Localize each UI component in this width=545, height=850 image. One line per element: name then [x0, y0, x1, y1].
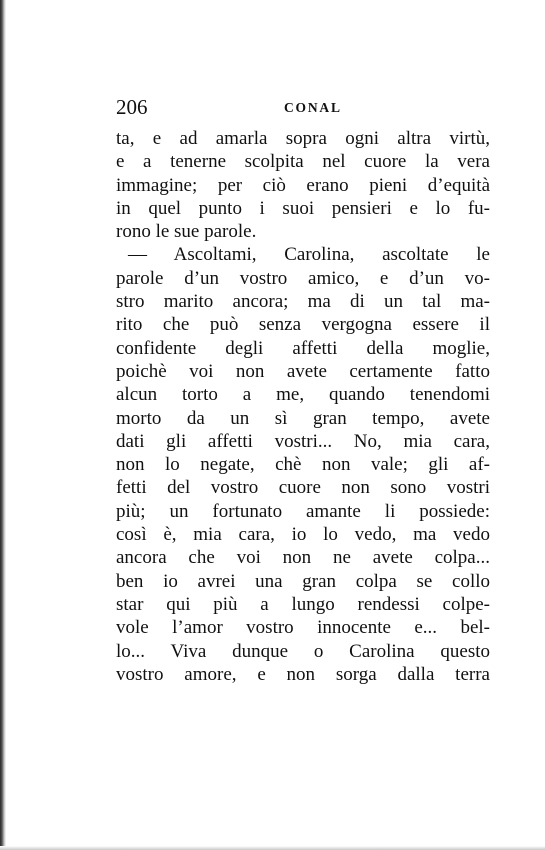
page-number: 206: [116, 95, 148, 119]
page-header: [116, 95, 488, 119]
page-binding-edge: [0, 0, 6, 850]
text-line: dati gli affetti vostri... No, mia cara,: [116, 430, 490, 452]
text-line: immagine; per ciò erano pieni d’equità: [116, 174, 490, 196]
text-line: lo... Viva dunque o Carolina questo: [116, 640, 490, 662]
text-line: più; un fortunato amante li possiede:: [116, 500, 490, 522]
text-line: fetti del vostro cuore non sono vostri: [116, 477, 490, 499]
paragraph-start-line: — Ascoltami, Carolina, ascoltate le: [128, 244, 490, 266]
text-line: poichè voi non avete certamente fatto: [116, 360, 490, 382]
text-line: confidente degli affetti della moglie,: [116, 337, 490, 359]
text-line: vostro amore, e non sorga dalla terra: [116, 663, 490, 685]
text-line: e a tenerne scolpita nel cuore la vera: [116, 151, 490, 173]
text-line: così è, mia cara, io lo vedo, ma vedo: [116, 524, 490, 546]
paragraph-end-line: rono le sue parole.: [116, 221, 257, 243]
text-line: ben io avrei una gran colpa se collo: [116, 570, 490, 592]
text-line: ta, e ad amarla sopra ogni altra virtù,: [116, 128, 490, 149]
text-line: stro marito ancora; ma di un tal ma-: [116, 291, 490, 313]
text-line: star qui più a lungo rendessi colpe-: [116, 593, 490, 615]
text-line: vole l’amor vostro innocente e... bel-: [116, 617, 490, 639]
text-line: parole d’un vostro amico, e d’un vo-: [116, 267, 490, 289]
running-head: CONAL: [284, 100, 342, 115]
text-line: non lo negate, chè non vale; gli af-: [116, 454, 490, 476]
text-line: morto da un sì gran tempo, avete: [116, 407, 490, 429]
body-text: [116, 127, 490, 686]
text-line: rito che può senza vergogna essere il: [116, 314, 490, 336]
text-line: in quel punto i suoi pensieri e lo fu-: [116, 197, 490, 219]
text-line: ancora che voi non ne avete colpa...: [116, 547, 490, 569]
text-line: alcun torto a me, quando tenendomi: [116, 384, 490, 406]
page-bottom-edge: [0, 846, 545, 850]
